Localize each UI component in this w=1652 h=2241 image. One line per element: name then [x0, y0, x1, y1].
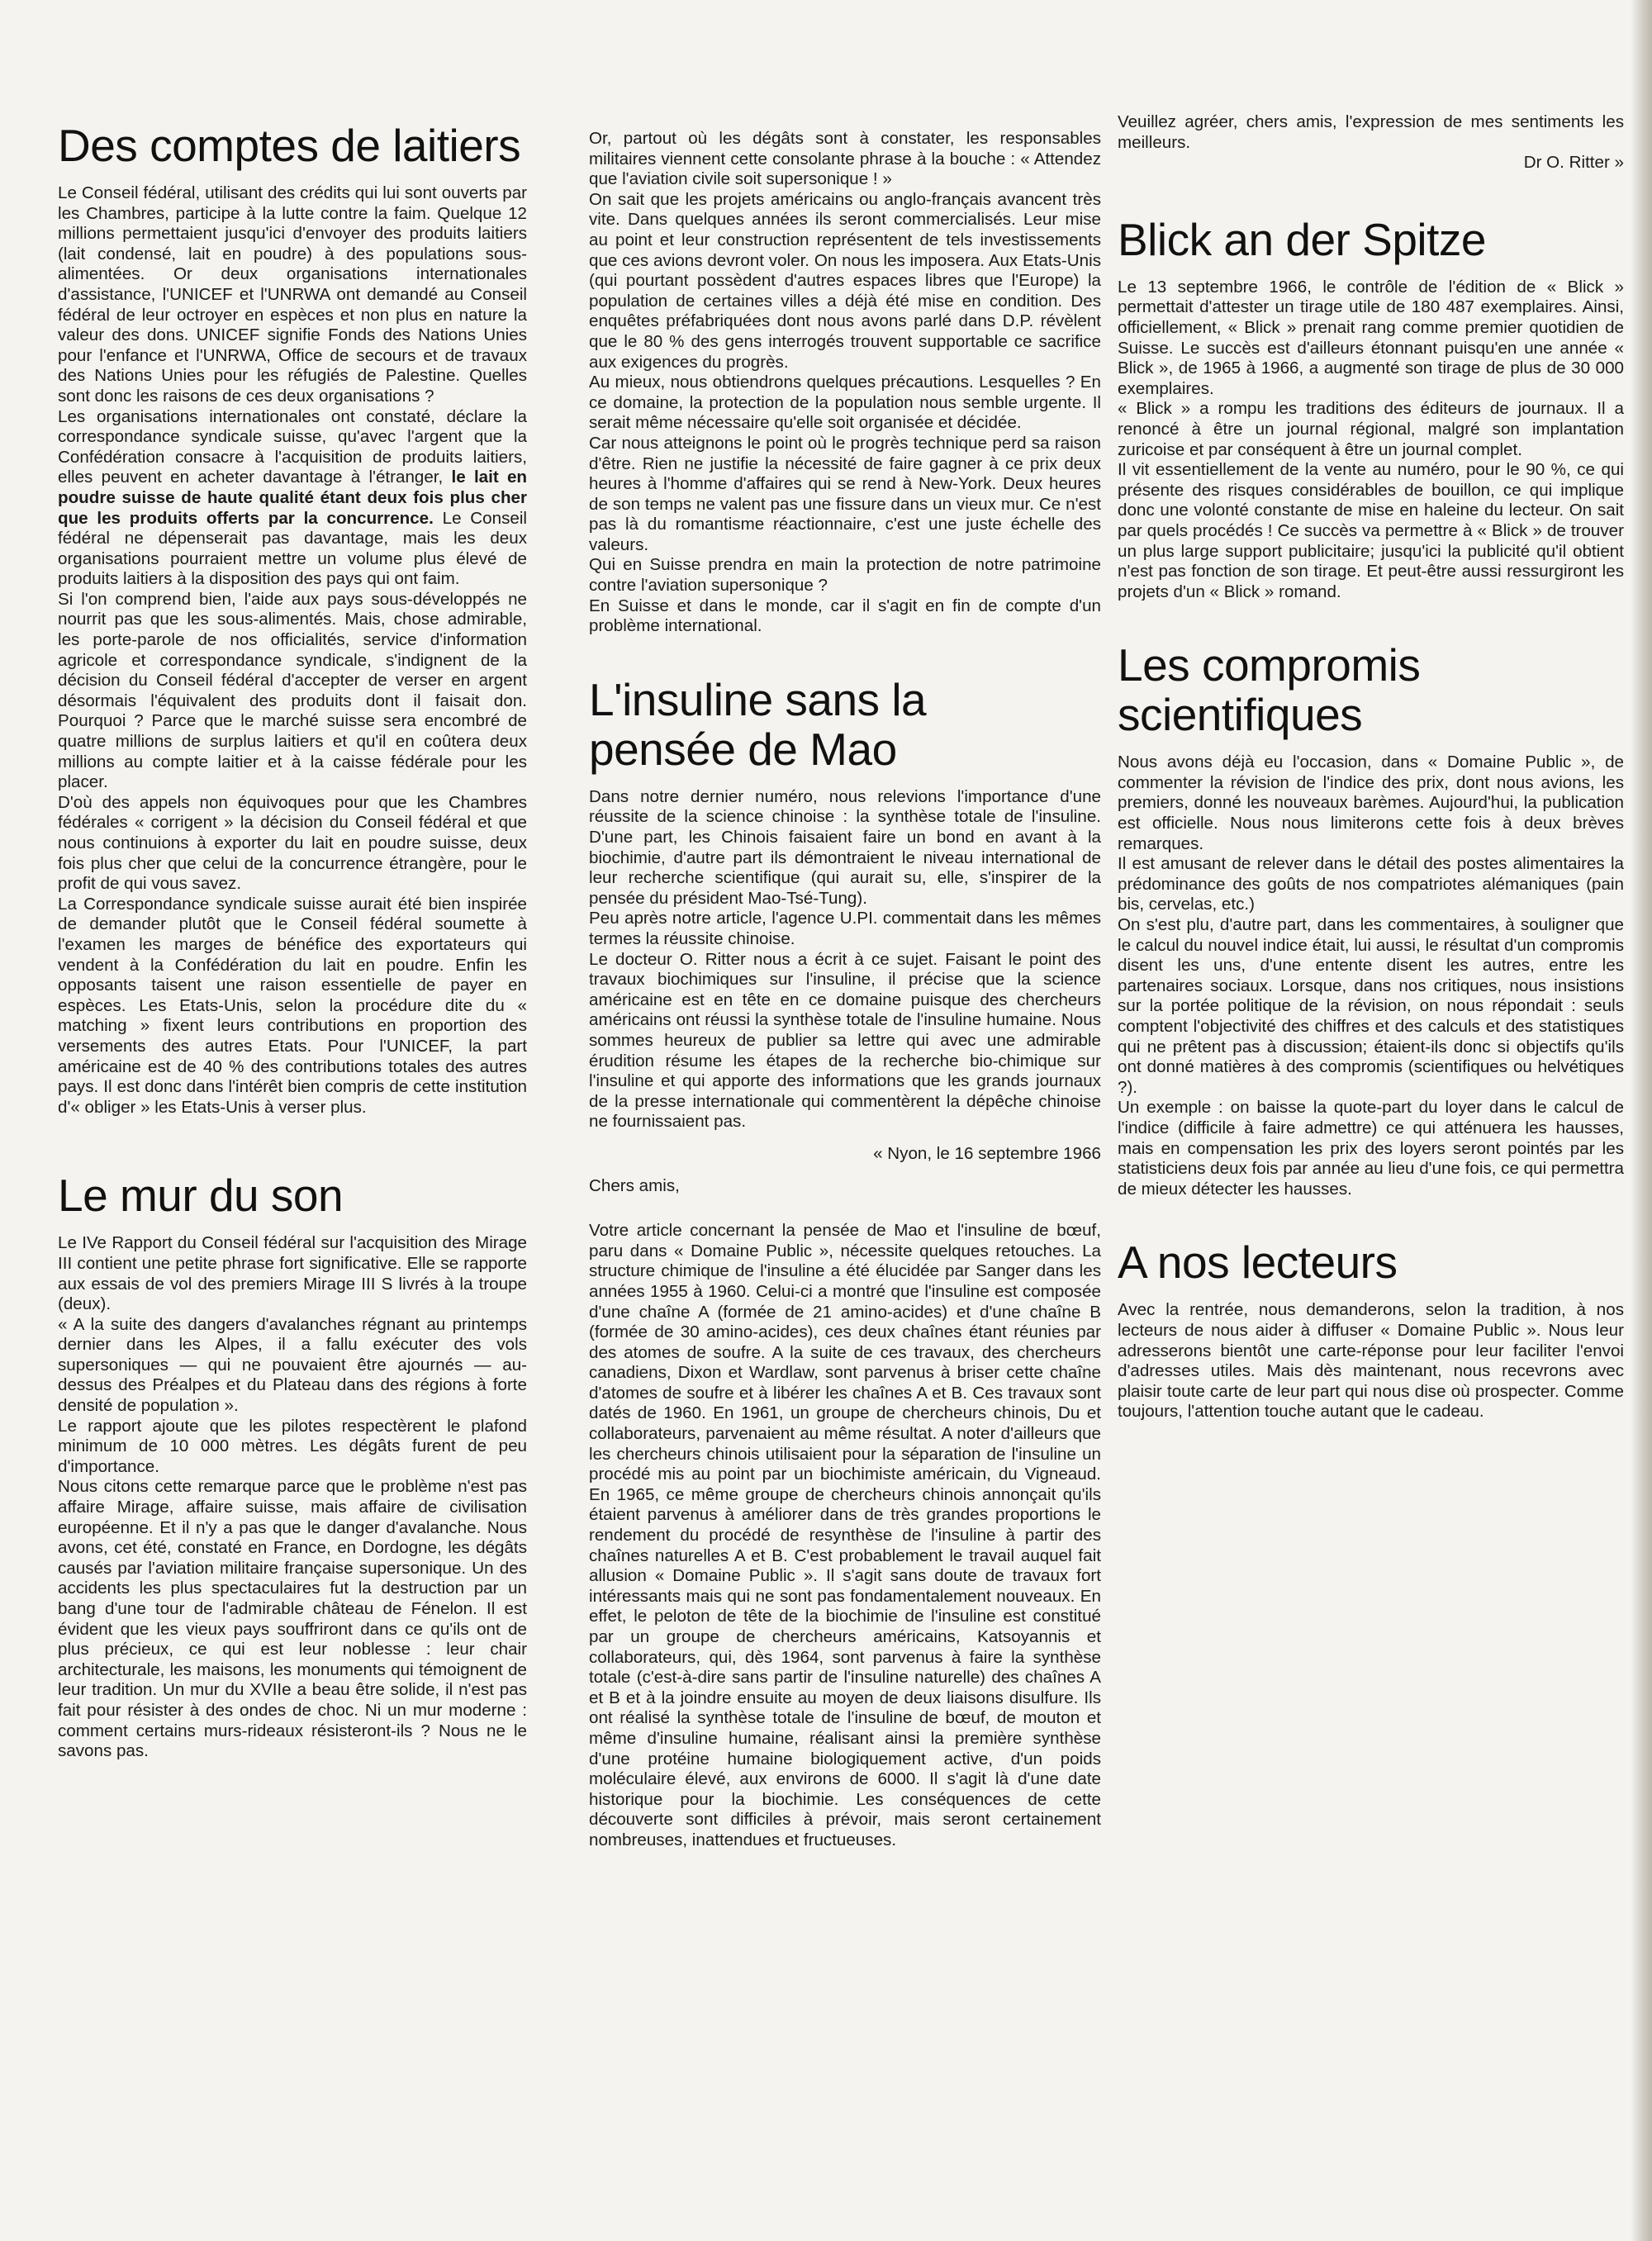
paragraph: Nous citons cette remarque parce que le problème n'est pas affaire Mirage, affaire suisse, mais affaire de civilisation européenne. Et il n'y a pas que le danger d'avalanche. Nous avons, cet été, constaté en France, en Dordogne, les dégâts causés par l'aviation militaire française supersonique. Un des accidents les plus spectaculaires fut la destruction par un bang d'une tour de l'admirable château de Fénelon. Il est évident que les vieux pays souffriront dans ce qu'ils ont de plus précieux, ce qui est leur noblesse : leur chair architecturale, les maisons, les monuments qui témoignent de leur tradition. Un mur du XVIIe a beau être solide, il n'est pas fait pour résister à des ondes de choc. Ni un mur moderne : comment certains murs-rideaux résisteront-ils ? Nous ne le savons pas.	[58, 1477, 527, 1761]
headline-line: scientifiques	[1118, 689, 1363, 741]
article-insuline-letter-end	[1118, 112, 1624, 173]
page-edge-shadow	[1631, 0, 1652, 2241]
headline-line: L'insuline sans la	[589, 673, 927, 725]
paragraph: Le docteur O. Ritter nous a écrit à ce sujet. Faisant le point des travaux biochimiques sur l'insuline, il précise que la science américaine est en tête en ce domaine puisque des chercheurs américains ont réussi la synthèse totale de l'insuline humaine. Nous sommes heureux de publier sa lettre qui avec une admirable érudition résume les étapes de la recherche bio-chimique sur l'insuline et qui apporte des informations que les grands journaux de la presse internationale qui commentèrent la dépêche chinoise ne fournissaient pas.	[589, 949, 1101, 1132]
paragraph: On sait que les projets américains ou anglo-français avancent très vite. Dans quelques années ils seront commercialisés. Leur mise au point et leur construction représentent de tels investissements que ces avions devront voler. On nous les imposera. Aux Etats-Unis (qui pourtant possèdent d'autres espaces libres que l'Europe) la population de certaines villes a déjà été mise en condition. Des enquêtes préfabriquées dont nous avons parlé dans D.P. révèlent que le 80 % des gens interrogés trouvent supportable ce sacrifice aux exigences du progrès.	[589, 189, 1101, 372]
letter-signature: Dr O. Ritter »	[1523, 153, 1624, 173]
paragraph	[58, 407, 527, 590]
column-left	[58, 121, 527, 1762]
bold-text-run: le lait en poudre suisse de haute qualité étant deux fois plus cher que les produits offerts par la concurrence.	[58, 468, 528, 528]
headline-compromis	[1118, 640, 1624, 739]
paragraph: Qui en Suisse prendra en main la protection de notre patrimoine contre l'aviation supersonique ?	[589, 555, 1101, 596]
paragraph: Le IVe Rapport du Conseil fédéral sur l'acquisition des Mirage III contient une petite phrase fort significative. Elle se rapporte aux essais de vol des premiers Mirage III S livrés à la troupe (deux).	[58, 1233, 527, 1314]
paragraph: En Suisse et dans le monde, car il s'agit en fin de compte d'un problème international.	[589, 596, 1101, 636]
paragraph: On s'est plu, d'autre part, dans les commentaires, à souligner que le calcul du nouvel indice était, lui aussi, le résultat d'un compromis disent les uns, d'une entente disent les autres, entre les partenaires sociaux. Lorsque, dans nos critiques, nous insistions sur la portée politique de la révision, on nous répondait : seuls comptent l'objectivité des chiffres et des calculs et des statistiques qui ne prêtent pas à discussion; étaient-ils donc si objectifs qu'ils ont donné matières à des compromis (scientifiques ou helvétiques ?).	[1118, 915, 1624, 1097]
paragraph: Nous avons déjà eu l'occasion, dans « Domaine Public », de commenter la révision de l'indice des prix, dont nous avions, les premiers, donné les nouveaux barèmes. Aujourd'hui, la publication est officielle. Nous nous limiterons cette fois à deux brèves remarques.	[1118, 753, 1624, 853]
paragraph: Veuillez agréer, chers amis, l'expression de mes sentiments les meilleurs.	[1118, 112, 1624, 152]
article-compromis	[1118, 640, 1624, 1199]
headline-line: pensée de Mao	[589, 723, 897, 775]
article-le-mur-du-son-continued	[589, 129, 1101, 637]
letter-salutation: Chers amis,	[589, 1175, 680, 1195]
paragraph: Or, partout où les dégâts sont à constater, les responsables militaires viennent cette consolante phrase à la bouche : « Attendez que l'aviation civile soit supersonique ! »	[589, 129, 1101, 189]
article-le-mur-du-son	[58, 1170, 527, 1761]
paragraph: « Blick » a rompu les traditions des éditeurs de journaux. Il a renoncé à être un journal régional, malgré son implantation zuricoise et par conséquent à être un journal complet.	[1118, 399, 1624, 459]
paragraph: Avec la rentrée, nous demanderons, selon la tradition, à nos lecteurs de nous aider à diffuser « Domaine Public ». Nous leur adresserons bientôt une carte-réponse pour leur faciliter l'envoi d'adresses utiles. Mais dès maintenant, nous recevrons avec plaisir toute carte de leur part qui nous dise où prospecter. Comme toujours, l'attention touche autant que le cadeau.	[1118, 1300, 1624, 1422]
text-run: Les organisations internationales ont constaté, déclare la correspondance syndicale suisse, qu'avec l'argent que la Confédération consacre à l'acquisition de produits laitiers, elles peuvent en acheter davantage à l'étranger,	[58, 406, 527, 487]
paragraph: Si l'on comprend bien, l'aide aux pays sous-développés ne nourrit pas que les sous-alimentés. Mais, chose admirable, les porte-parole de nos officialités, service d'information agricole et correspondance syndicale, s'indignent de la décision du Conseil fédéral d'accepter de verser en argent désormais l'équivalent des produits dont il faisait don. Pourquoi ? Parce que le marché suisse sera encombré de quatre millions de surplus laitiers et qu'il en coûtera deux millions au compte laitier et à la caisse fédérale pour les placer.	[58, 589, 527, 792]
paragraph: Il est amusant de relever dans le détail des postes alimentaires la prédominance des goûts de nos compatriotes alémaniques (pain bis, cervelas, etc.)	[1118, 854, 1624, 914]
headline-mur-du-son: Le mur du son	[58, 1170, 344, 1222]
text-run: Le Conseil fédéral ne dépenserait pas davantage, mais les deux organisations pourraient mettre un volume plus élevé de produits laitiers à la disposition des pays qui ont faim.	[58, 508, 527, 589]
article-blick	[1118, 215, 1624, 603]
paragraph: Un exemple : on baisse la quote-part du loyer dans le calcul de l'indice (difficile à faire admettre) ce qui atténuera les hausses, mais en compensation les prix des loyers seront pointés par les statisticiens deux fois par année au lieu d'une fois, ce qui permettra de mieux détecter les hausses.	[1118, 1098, 1624, 1199]
paragraph: D'où des appels non équivoques pour que les Chambres fédérales « corrigent » la décision du Conseil fédéral et que nous continuions à exporter du lait en poudre suisse, deux fois plus cher que celui de la concurrence étrangère, pour le profit de qui vous savez.	[58, 792, 527, 894]
paragraph: Dans notre dernier numéro, nous relevions l'importance d'une réussite de la science chinoise : la synthèse totale de l'insuline. D'une part, les Chinois faisaient faire un bond en avant à la biochimie, d'autre part ils démontraient le niveau international de leur recherche scientifique (qui aurait su, elle, s'inspirer de la pensée du président Mao-Tsé-Tung).	[589, 786, 1101, 908]
headline-line: Les compromis	[1118, 639, 1421, 691]
article-des-comptes-de-laitiers	[58, 121, 527, 1118]
paragraph: « A la suite des dangers d'avalanches régnant au printemps dernier dans les Alpes, il a fallu exécuter des vols supersoniques — qui ne pouvaient être ajournés — au-dessus des Préalpes et du Plateau dans des régions à forte densité de population ».	[58, 1314, 527, 1416]
column-middle	[589, 129, 1101, 1851]
paragraph: Le 13 septembre 1966, le contrôle de l'édition de « Blick » permettait d'attester un tirage utile de 180 487 exemplaires. Ainsi, officiellement, « Blick » prenait rang comme premier quotidien de Suisse. Le succès est d'ailleurs étonnant puisqu'en une année « Blick », de 1965 à 1966, a augmenté son tirage de plus de 30 000 exemplaires.	[1118, 277, 1624, 398]
headline-insuline	[589, 675, 1101, 774]
column-right	[1118, 112, 1624, 1422]
headline-laitiers: Des comptes de laitiers	[58, 120, 521, 171]
article-insuline	[589, 675, 1101, 1851]
paragraph: Peu après notre article, l'agence U.PI. commentait dans les mêmes termes la réussite chinoise.	[589, 909, 1101, 948]
paragraph: Car nous atteignons le point où le progrès technique perd sa raison d'être. Rien ne justifie la nécessité de faire gagner à ce prix deux heures à l'homme d'affaires qui se rend à New-York. Deux heures de son temps ne valent pas une fissure dans un vieux mur. Ce n'est pas là du romantisme réactionnaire, c'est une juste échelle des valeurs.	[589, 433, 1101, 554]
headline-lecteurs: A nos lecteurs	[1118, 1237, 1398, 1289]
paragraph: Votre article concernant la pensée de Mao et l'insuline de bœuf, paru dans « Domaine Public », nécessite quelques retouches. La structure chimique de l'insuline a été élucidée par Sanger dans les années 1955 à 1960. Celui-ci a montré que l'insuline est composée d'une chaîne A (formée de 21 amino-acides) et d'une chaîne B (formée de 30 amino-acides), ces deux chaînes étant réunies par des atomes de soufre. A la suite de ces travaux, des chercheurs canadiens, Dixon et Wardlaw, sont parvenus à briser cette chaîne d'atomes de soufre et à libérer les chaînes A et B. Ces travaux sont datés de 1960. En 1961, un groupe de chercheurs chinois, Du et collaborateurs, parvenaient au même résultat. A noter d'ailleurs que les chercheurs chinois utilisaient pour la séparation de l'insuline un procédé mis au point par un biochimiste américain, du Vigneaud. En 1965, ce même groupe de chercheurs chinois annonçait qu'ils étaient parvenus à améliorer dans de très grandes proportions le rendement du procédé de resynthèse de l'insuline à partir des chaînes naturelles A et B. C'est probablement le travail auquel fait allusion « Domaine Public ». Il s'agit sans doute de travaux fort intéressants mais qui ne sont pas fondamentalement nouveaux. En effet, le peloton de tête de la biochimie de l'insuline est constitué par un groupe de chercheurs américains, Katsoyannis et collaborateurs, qui, dès 1964, sont parvenus à faire la synthèse totale (c'est-à-dire sans partir de l'insuline naturelle) des chaînes A et B et à la joindre ensuite au moyen de deux liaisons disulfure. Ils ont réalisé la synthèse totale de l'insuline de bœuf, de mouton et même d'insuline humaine, réalisant ainsi la première synthèse d'une protéine humaine biologiquement active, d'un poids moléculaire élevé, aux environs de 6000. Il s'agit là d'une date historique pour la biochimie. Les conséquences de cette découverte sont difficiles à prévoir, mais seront certainement nombreuses, inattendues et fructueuses.	[589, 1221, 1101, 1849]
paragraph: La Correspondance syndicale suisse aurait été bien inspirée de demander plutôt que le Conseil fédéral soumette à l'examen les marges de bénéfice des exportateurs qui vendent à la Confédération du lait en poudre. Enfin les opposants taisent une raison essentielle de payer en espèces. Les Etats-Unis, selon la procédure dite du « matching » fixent leurs contributions en proportion des versements des autres Etats. Pour l'UNICEF, la part américaine est de 40 % des contributions totales des autres pays. Il est donc dans l'intérêt bien compris de cette institution d'« obliger » les Etats-Unis à verser plus.	[58, 894, 527, 1117]
paragraph: Le Conseil fédéral, utilisant des crédits qui lui sont ouverts par les Chambres, participe à la lutte contre la faim. Quelque 12 millions permettaient jusqu'ici d'envoyer des produits laitiers (lait condensé, lait en poudre) à des populations sous-alimentées. Or deux organisations internationales d'assistance, l'UNICEF et l'UNRWA ont demandé au Conseil fédéral de leur octroyer en espèces et non plus en nature la valeur des dons. UNICEF signifie Fonds des Nations Unies pour l'enfance et l'UNRWA, Office de secours et de travaux des Nations Unies pour les réfugiés de Palestine. Quelles sont donc les raisons de ces deux organisations ?	[58, 183, 527, 406]
article-a-nos-lecteurs	[1118, 1237, 1624, 1422]
paragraph: Le rapport ajoute que les pilotes respectèrent le plafond minimum de 10 000 mètres. Les dégâts furent de peu d'importance.	[58, 1416, 527, 1476]
paragraph: Il vit essentiellement de la vente au numéro, pour le 90 %, ce qui présente des risques considérables de bouillon, ce qui implique donc une volonté constante de mise en haleine du lecteur. On sait par quels procédés ! Ce succès va permettre à « Blick » de trouver un plus large support publicitaire; jusqu'ici la publicité qu'il obtient n'est pas fonction de son tirage. Et peut-être aussi ressurgiront les projets d'un « Blick » romand.	[1118, 460, 1624, 601]
headline-blick: Blick an der Spitze	[1118, 213, 1486, 265]
letter-dateline: « Nyon, le 16 septembre 1966	[873, 1143, 1101, 1163]
paragraph: Au mieux, nous obtiendrons quelques précautions. Lesquelles ? En ce domaine, la protection de la population nous semble urgente. Il serait même nécessaire qu'elle soit organisée et décidée.	[589, 373, 1101, 433]
